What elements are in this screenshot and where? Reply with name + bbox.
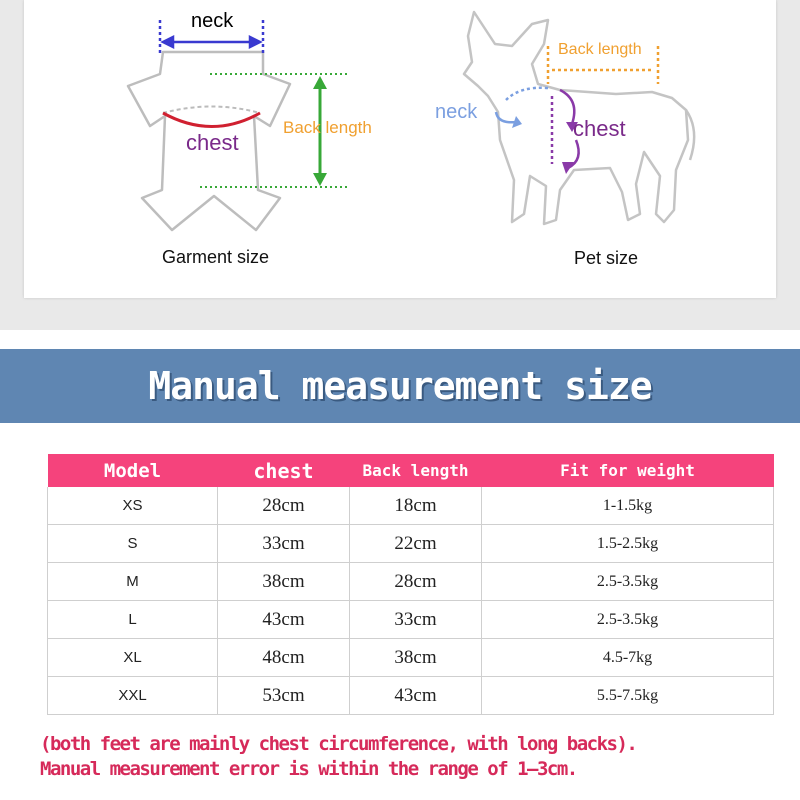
table-row — [48, 563, 774, 601]
cell-back-length: 18cm — [350, 487, 482, 525]
garment-size-caption: Garment size — [162, 247, 270, 267]
banner-title: Manual measurement size — [148, 364, 652, 408]
table-row — [48, 601, 774, 639]
cell-weight: 2.5-3.5kg — [482, 563, 774, 601]
pet-size-caption: Pet size — [574, 248, 639, 268]
cell-weight: 5.5-7.5kg — [482, 677, 774, 715]
cell-back-length: 22cm — [350, 525, 482, 563]
cell-weight: 2.5-3.5kg — [482, 601, 774, 639]
garment-neck-label: neck — [191, 10, 234, 32]
note-line-1: (both feet are mainly chest circumference, with long backs). — [40, 733, 637, 755]
cell-chest: 53cm — [218, 677, 350, 715]
header-fit-weight: Fit for weight — [482, 454, 774, 487]
title-banner — [0, 349, 800, 423]
cell-chest: 48cm — [218, 639, 350, 677]
cell-back-length: 43cm — [350, 677, 482, 715]
header-model: Model — [48, 454, 218, 487]
cell-model: XXL — [48, 677, 218, 715]
cell-weight: 1-1.5kg — [482, 487, 774, 525]
table-row — [48, 525, 774, 563]
cell-model: XL — [48, 639, 218, 677]
cell-back-length: 28cm — [350, 563, 482, 601]
header-chest: chest — [218, 454, 350, 487]
cell-model: L — [48, 601, 218, 639]
garment-back-length-label: Back length — [283, 118, 372, 137]
garment-chest-label: chest — [186, 130, 239, 155]
cell-weight: 1.5-2.5kg — [482, 525, 774, 563]
header-back-length: Back length — [350, 454, 482, 487]
size-table — [47, 454, 774, 715]
table-header-row — [48, 454, 774, 487]
table-row — [48, 487, 774, 525]
cell-back-length: 38cm — [350, 639, 482, 677]
cell-weight: 4.5-7kg — [482, 639, 774, 677]
cell-model: S — [48, 525, 218, 563]
pet-neck-label: neck — [435, 101, 478, 123]
cell-model: M — [48, 563, 218, 601]
cell-chest: 33cm — [218, 525, 350, 563]
cell-chest: 43cm — [218, 601, 350, 639]
cell-chest: 28cm — [218, 487, 350, 525]
pet-back-length-label: Back length — [558, 41, 642, 58]
note-line-2: Manual measurement error is within the range of 1—3cm. — [40, 758, 577, 780]
measurement-diagram — [0, 0, 800, 330]
table-row — [48, 677, 774, 715]
table-row — [48, 639, 774, 677]
cell-back-length: 33cm — [350, 601, 482, 639]
cell-model: XS — [48, 487, 218, 525]
cell-chest: 38cm — [218, 563, 350, 601]
pet-chest-label: chest — [573, 116, 626, 141]
